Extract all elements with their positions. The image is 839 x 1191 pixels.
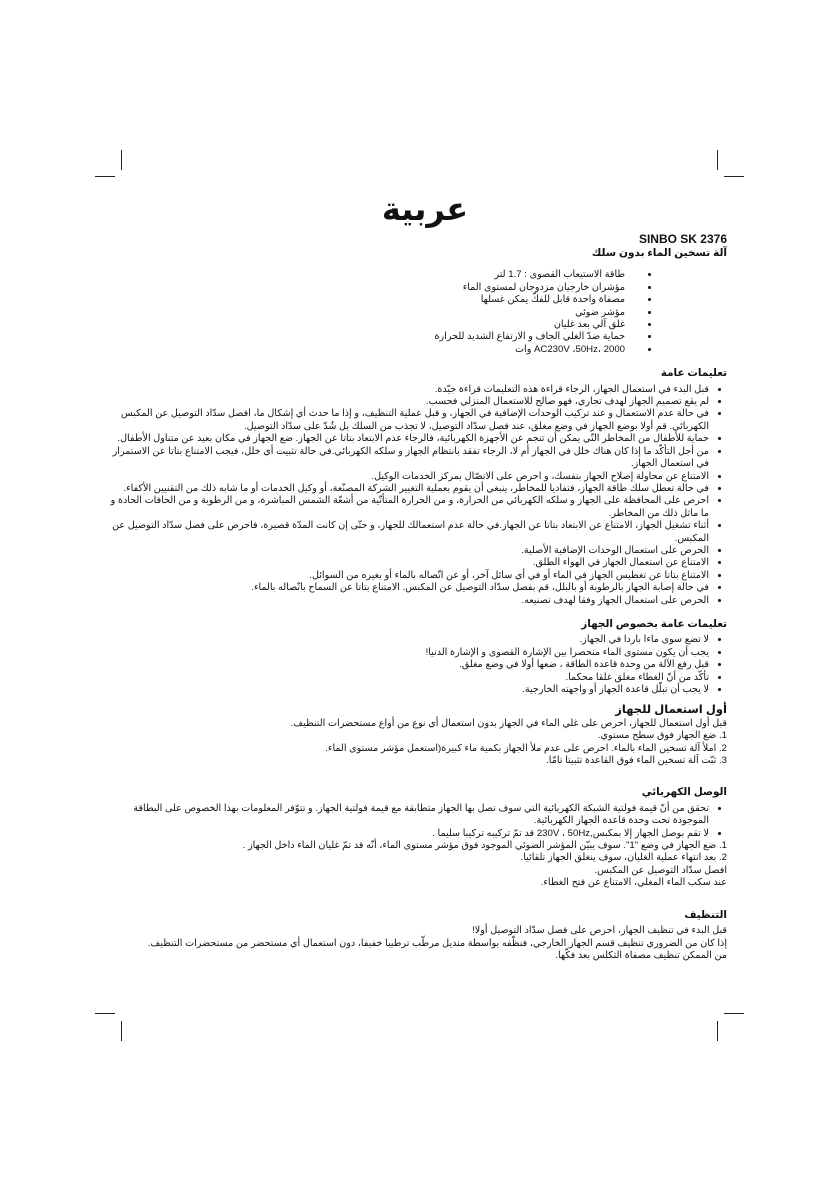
crop-mark: [717, 1021, 718, 1041]
electric-connection-list: [105, 803, 727, 840]
general-instructions-heading: تعليمات عامة: [660, 368, 727, 380]
list-item: • الحرص على استعمال الجهاز وفقا لهدف تصنيعه.: [105, 595, 709, 607]
general-instructions-list: [105, 384, 727, 607]
list-item: • الامتناع عن استعمال الجهاز في الهواء الطلق.: [105, 557, 709, 569]
list-item: • لم يقع تصميم الجهاز لهدف تجاري، فهو صالح للاستعمال المنزلي فحسب.: [105, 396, 709, 408]
feature-item: • مصفاة واحدة قابل للفكّ يمكن غسلها: [105, 294, 639, 306]
cleaning-heading: التنظيف: [684, 909, 727, 921]
first-use-step: 3. ثبّت آلة تسخين الماء فوق القاعدة تثبيتا تامّا.: [546, 755, 727, 767]
list-item: • تأكّد من أنّ الغطاء مغلق غلقا محكما.: [105, 672, 709, 684]
feature-item: • غلق آلي بعد غليان: [105, 319, 639, 331]
first-use-step: 1. ضع الجهاز فوق سطح مستوي.: [597, 730, 727, 742]
cleaning-line: من الممكن تنظيف مصفاة التكلس بعد فكّها.: [555, 949, 727, 961]
model-name: SINBO SK 2376: [638, 232, 727, 246]
list-item: • قبل رفع الآلة من وحدة قاعدة الطاقة ، ضعها أولا في وضع مغلق.: [105, 659, 709, 671]
electric-note: عند سكب الماء المغلي، الامتناع عن فتح الغطاء.: [540, 877, 727, 889]
feature-item: • حماية ضدّ الغلي الجاف و الارتفاع الشديد للحرارة: [105, 331, 639, 343]
page-title: عربية: [381, 190, 469, 228]
device-instructions-heading: تعليمات عامة بخصوص الجهاز: [581, 618, 727, 630]
feature-item: • مؤشر ضوئي: [105, 307, 639, 319]
electric-connection-heading: الوصل الكهربائي: [641, 787, 727, 799]
list-item: • في حالة إصابة الجهاز بالرطوبة أو بالبلل، قم بفصل سدّاد التوصيل عن المكبس. الامتناع بتاتا عن السماح باتّصاله بالماء.: [105, 582, 709, 594]
list-item: • لا تقم بوصل الجهاز إلا بمكبس,230V ، 50Hz قد تمّ تركيبه تركيبا سليما .: [105, 828, 709, 840]
electric-step: 2. بعد انتهاء عملية الغليان، سوف ينغلق الجهاز تلقائيا.: [520, 852, 727, 864]
list-item: • احرص على المحافظة على الجهاز و سلكه الكهربائي من الحرارة، و من الحرارة المتأتّية من أشعّة الشمس المباشرة، و من الرطوبة و من الحافات الحادة و ما ماثل ذلك من المخاطر.: [105, 495, 709, 520]
electric-step: 1. ضع الجهاز في وضع "1". سوف يبيّن المؤشر الضوئي الموجود فوق مؤشر مستوى الماء، أنّه قد تمّ غليان الماء داخل الجهاز .: [242, 840, 727, 852]
list-item: • قبل البدء في استعمال الجهاز، الرجاء قراءة هذه التعليمات قراءة جيّدة.: [105, 384, 709, 396]
device-instructions-list: [105, 634, 727, 696]
cleaning-line: إذا كان من الضروري تنظيف قسم الجهاز الخارجي، فنظّفه بواسطة منديل مرطّب ترطيبا خفيفا، دون استعمال أي مستحضر من مستحضرات التنظيف.: [147, 937, 727, 949]
cleaning-line: قبل البدء في تنظيف الجهاز، احرص على فصل سدّاد التوصيل أولا!: [472, 925, 727, 937]
crop-mark: [95, 1013, 115, 1014]
feature-list: [105, 269, 727, 356]
list-item: • من أجل التأكّد ما إذا كان هناك خلل في الجهاز أم لا، الرجاء تفقد بانتظام الجهاز و سلكه الكهربائي.في حالة تثبيت أي خلل، فيجب الامتناع بتاتا عن الاستمرار في استعمال الجهاز.: [105, 446, 709, 471]
crop-mark: [717, 150, 718, 170]
list-item: • في حالة عدم الاستعمال و عند تركيب الوحدات الإضافية في الجهاز، و قبل عملية التنظيف، و إذا ما حدث أي إشكال ما، افصل سدّاد التوصيل عن المكبس الكهربائي. قم أولا بوضع الجهاز في وضع مغلق، عند فصل سدّاد التوصيل، لا تجذب من السلك بل شُدّ على سدّاد التوصيل.: [105, 408, 709, 433]
crop-mark: [121, 1021, 122, 1041]
list-item: • لا تضع سوى ماءا باردا في الجهاز.: [105, 634, 709, 646]
list-item: • حماية للأطفال من المخاطر التّي يمكن أن تنجم عن الأجهزة الكهربائية، فالرجاء عدم الابتعاد بتاتا عن الجهاز. ضع الجهاز في مكان بعيد عن متناول الأطفال.: [105, 433, 709, 445]
feature-item: • طاقة الاستيعاب القصوى : 1.7 لتر: [105, 269, 639, 281]
list-item: • لا يجب أن تبلّل قاعدة الجهاز أو واجهته الخارجية.: [105, 684, 709, 696]
document-body: [105, 232, 727, 962]
list-item: • الحرص على استعمال الوحدات الإضافية الأصلية.: [105, 545, 709, 557]
product-subtitle: آلة تسخين الماء بدون سلك: [591, 247, 727, 259]
electric-note: افصل سدّاد التوصيل عن المكبس.: [594, 864, 727, 876]
crop-mark: [121, 150, 122, 170]
crop-mark: [95, 176, 115, 177]
feature-item: • مؤشران خارجيان مزدوجان لمستوى الماء: [105, 282, 639, 294]
list-item: • في حالة تعطل سلك طاقة الجهاز، فتفاديا للمخاطر، ينبغي أن يقوم بعملية التغيير الشركة المصنّعة، أو وكيل الخدمات أو ما شابه ذلك من التقنيين الأكفاء.: [105, 483, 709, 495]
feature-item: • AC230V ،50Hz، 2000 وات: [105, 344, 639, 356]
list-item: • الامتناع عن محاولة إصلاح الجهاز بنفسك، و احرص على الاتصّال بمركز الخدمات الوكيل.: [105, 471, 709, 483]
crop-mark: [724, 176, 744, 177]
first-use-heading: أول استعمال للجهاز: [615, 704, 727, 717]
list-item: • أثناء تشغيل الجهاز، الامتناع عن الابتعاد بتاتا عن الجهاز.في حالة عدم استعمالك للجهاز، و حتّى إن كانت المدّة قصيرة، فاحرص على فصل سدّاد التوصيل عن المكبس.: [105, 520, 709, 545]
first-use-intro: قبل أول استعمال للجهاز، احرص على غلي الماء في الجهاز بدون استعمال أي نوع من أواع مستحضرات التنظيف.: [290, 717, 727, 729]
list-item: • يجب أن يكون مستوى الماء منحصرا بين الإشارة القصوى و الإشارة الدنيا!: [105, 647, 709, 659]
crop-mark: [724, 1013, 744, 1014]
list-item: • الامتناع بتاتا عن تغطيس الجهاز في الماء أو في أي سائل آخر، أو عن اتّصاله بالماء أو بغيره من السوائل.: [105, 570, 709, 582]
first-use-step: 2. املأ آلة تسخين الماء بالماء. احرص على عدم ملأ الجهاز بكمية ماء كبيرة(استعمل مؤشر مستوى الماء.: [325, 742, 727, 754]
list-item: • تحقق من أنّ قيمة فولتية الشبكة الكهربائية التي سوف تصل بها الجهاز متطابقة مع قيمة فولتية الجهاز. و تتوّفر المعلومات بهذا الخصوص على البطاقة الموجودة تحت وحدة قاعدة الجهاز الكهربائية.: [105, 803, 709, 828]
